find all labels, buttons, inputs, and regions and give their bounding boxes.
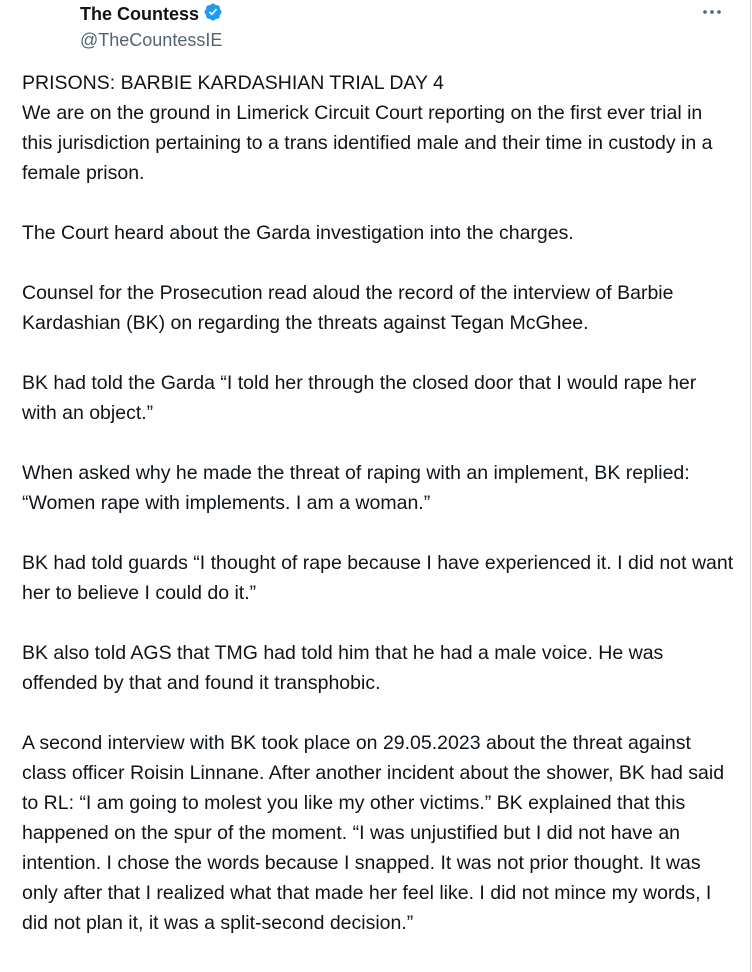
tweet-text xyxy=(22,68,734,938)
author-handle[interactable]: @TheCountessIE xyxy=(80,30,223,50)
tweet-paragraph: PRISONS: BARBIE KARDASHIAN TRIAL DAY 4 We are on the ground in Limerick Circuit Court reporting on the first ever trial in this jurisdiction pertaining to a trans identified male and their time in custody in a female prison. xyxy=(22,72,713,184)
tweet-paragraph: BK had told the Garda “I told her through the closed door that I would rape her with an object.” xyxy=(22,372,697,424)
tweet-paragraph: A second interview with BK took place on 29.05.2023 about the threat against class officer Roisin Linnane. After another incident about the shower, BK had said to RL: “I am going to molest you like my other victims.” BK explained that this happened on the spur of the moment. “I was unjustified but I did not have an intention. I chose the words because I snapped. It was not prior thought. It was only after that I realized what that made her feel like. I did not mince my words, I did not plan it, it was a split-second decision.” xyxy=(22,732,725,934)
more-horizontal-icon xyxy=(702,9,722,15)
tweet-header xyxy=(80,2,750,54)
tweet-paragraph: The Court heard about the Garda investigation into the charges. xyxy=(22,222,574,244)
tweet-paragraph: BK had told guards “I thought of rape because I have experienced it. I did not want her to believe I could do it.” xyxy=(22,552,734,604)
verified-badge-icon xyxy=(199,2,223,27)
tweet-paragraph: When asked why he made the threat of raping with an implement, BK replied: “Women rape with implements. I am a woman.” xyxy=(22,462,690,514)
tweet-paragraph: Counsel for the Prosecution read aloud the record of the interview of Barbie Kardashian (BK) on regarding the threats against Tegan McGhee. xyxy=(22,282,674,334)
author-name-row xyxy=(80,2,750,26)
more-options-button[interactable] xyxy=(700,4,724,20)
tweet-paragraph: BK also told AGS that TMG had told him that he had a male voice. He was offended by that and found it transphobic. xyxy=(22,642,664,694)
author-display-name[interactable]: The Countess xyxy=(80,4,200,24)
